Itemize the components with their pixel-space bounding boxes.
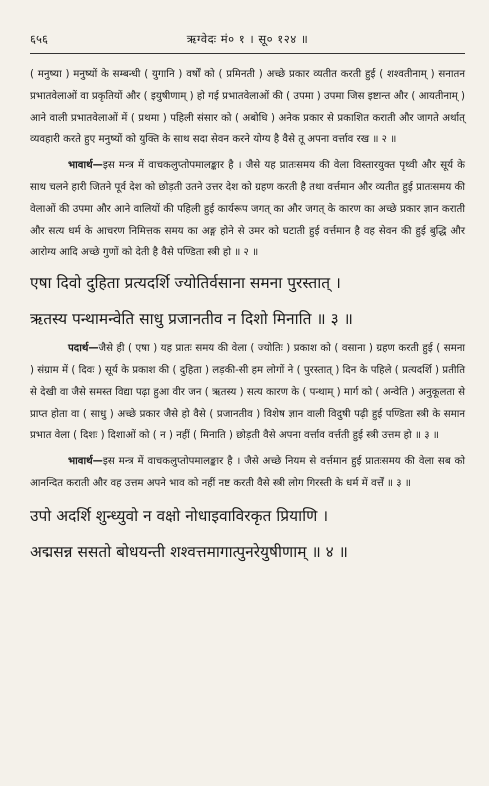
padartha-label: पदार्थ— <box>68 343 99 355</box>
verse4-line1: उपो अदर्शि शुन्ध्युवो न वक्षो नोधाइवाविरकृत प्रियाणि । <box>30 506 329 525</box>
bhavartha-text: इस मन्त्र में वाचकलुप्तोपमालङ्कार है । जैसे अच्छे नियम से वर्त्तमान हुई प्रातःसमय की वेला सब को आनन्दित कराती और वह उत्तम अपने भाव को नहीं नष्ट करती वैसे स्त्री लोग गिरस्ती के धर्म में वर्त्तें ॥ ३ ॥ <box>30 456 465 489</box>
bhavartha-label: भावार्थ— <box>68 456 103 468</box>
running-title: ऋग्वेदः मं० १ । सू० १२४ ॥ <box>186 32 309 46</box>
mantra2-commentary: ( मनुष्या ) मनुष्यों के सम्बन्धी ( युगानि ) वर्षों को ( प्रमिनती ) अच्छे प्रकार व्यतीत करती हुई ( शश्वतीनाम् ) सनातन प्रभातवेलाओं वा प्रकृतियों और ( इयुषीणाम् ) हो गई प्रभातवेलाओं की ( उपमा ) उपमा जिस इष्टान्त और ( आयतीनाम् ) आने वाली प्रभातवेलाओं में ( प्रथमा ) पहिली संसार को ( अबोधि ) अनेक प्रकार से प्रकाशित कराती और जागते अर्थात् व्यवहारी करते हुए मनुष्यों को युक्ति के साथ सदा सेवन करने योग्य है वैसे तू अपना वर्त्ताव रख ॥ २ ॥ <box>30 69 465 146</box>
padartha-text: जैसे ही ( एषा ) यह प्रातः समय की वेला ( ज्योतिः ) प्रकाश को ( वसाना ) ग्रहण करती हुई ( समना ) संग्राम में ( दिवः ) सूर्य के प्रकाश की ( दुहिता ) लड़की-सी हम लोगों ने ( पुरस्तात् ) दिन के पहिले ( प्रत्यदर्शि ) प्रतीति से देखी वा जैसे समस्त विद्या पढ़ा हुआ वीर जन ( ऋतस्य ) सत्य कारण के ( पन्थाम् ) मार्ग को ( अन्वेति ) अनुकूलता से प्राप्त होता वा ( साधु ) अच्छे प्रकार जैसे हो वैसे ( प्रजानतीव ) विशेष ज्ञान वाली विदुषी पढ़ी हुई पण्डिता स्त्री के समान प्रभात वेला ( दिशः ) दिशाओं को ( न ) नहीं ( मिनाति ) छोड़ती वैसे अपना वर्त्ताव वर्त्तती हुई स्त्री उत्तम हो ॥ ३ ॥ <box>30 343 465 442</box>
page-header <box>30 0 465 47</box>
mantra2-bhavartha <box>30 155 465 264</box>
verse3-line1: एषा दिवो दुहिता प्रत्यदर्शि ज्योतिर्वसाना समना पुरस्तात् । <box>30 274 341 293</box>
mantra3-padartha <box>30 338 465 447</box>
mantra3-bhavartha <box>30 451 465 495</box>
page-number: ६५६ <box>30 32 48 46</box>
header-rule <box>30 53 465 54</box>
bhavartha-text: इस मन्त्र में वाचकलुप्तोपमालङ्कार है । जैसे यह प्रातःसमय की वेला विस्तारयुक्त पृथ्वी और सूर्य के साथ चलने हारी जितने पूर्व देश को छोड़ती उतने उत्तर देश को ग्रहण करती है तथा वर्त्तमान और व्यतीत हुई प्रातःसमय की वेलाओं की उपमा और आने वालियों की पहिली हुई कार्यरूप जगत् का और जगत् के कारण का अच्छे प्रकार ज्ञान कराती और सत्य धर्म के आचरण निमित्तक समय का अङ्ग होने से उमर को घटाती हुई वर्त्तमान है वह सेवन की हुई बुद्धि और आरोग्य आदि अच्छे गुणों को देती है वैसे पण्डिता स्त्री हो ॥ २ ॥ <box>30 160 465 259</box>
bhavartha-label: भावार्थ— <box>68 160 103 172</box>
verse4-line2: अद्मसन्न ससतो बोधयन्ती शश्वत्तमागात्पुनरेयुषीणाम् ॥ ४ ॥ <box>30 542 348 561</box>
verse3-line2: ऋतस्य पन्थामन्वेति साधु प्रजानतीव न दिशो मिनाति ॥ ३ ॥ <box>30 310 353 329</box>
